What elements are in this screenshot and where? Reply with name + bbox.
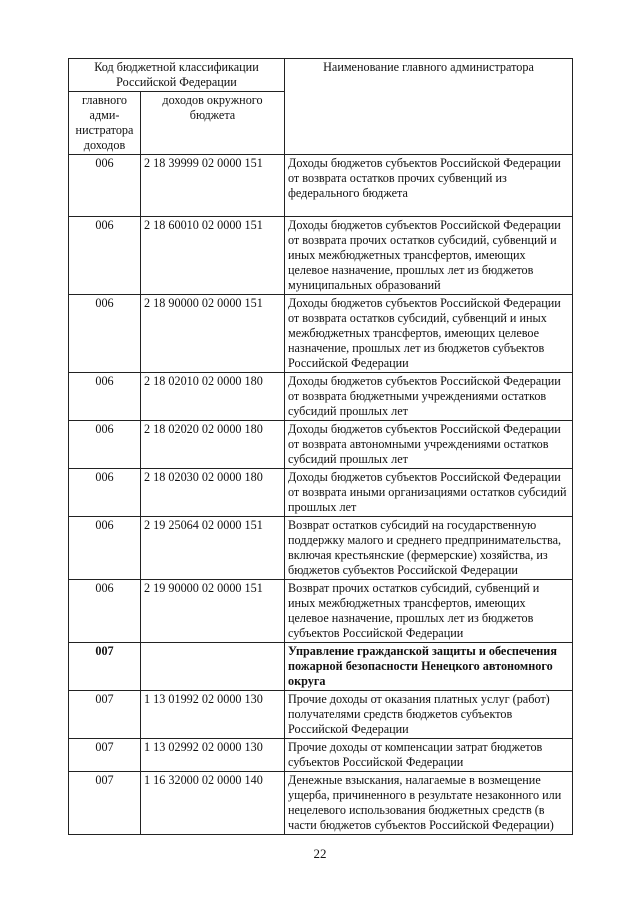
admin-code-cell: 006 bbox=[69, 517, 141, 580]
table-row bbox=[69, 739, 573, 772]
table-row bbox=[69, 691, 573, 739]
table-row-section-header bbox=[69, 643, 573, 691]
budget-code-cell: 2 18 02030 02 0000 180 bbox=[141, 469, 285, 517]
administrator-name-cell: Доходы бюджетов субъектов Российской Федерации от возврата автономными учреждениями остатков субсидий прошлых лет bbox=[285, 421, 573, 469]
administrator-name-cell: Доходы бюджетов субъектов Российской Федерации от возврата бюджетными учреждениями остатков субсидий прошлых лет bbox=[285, 373, 573, 421]
administrator-name-cell: Прочие доходы от оказания платных услуг (работ) получателями средств бюджетов субъектов Российской Федерации bbox=[285, 691, 573, 739]
budget-code-cell: 1 13 01992 02 0000 130 bbox=[141, 691, 285, 739]
administrator-name-cell: Доходы бюджетов субъектов Российской Федерации от возврата иными организациями остатков субсидий прошлых лет bbox=[285, 469, 573, 517]
admin-code-cell: 006 bbox=[69, 580, 141, 643]
admin-code-cell: 006 bbox=[69, 373, 141, 421]
admin-code-cell: 007 bbox=[69, 739, 141, 772]
header-classification-code: Код бюджетной классификации Российской Федерации bbox=[69, 59, 285, 92]
table-row bbox=[69, 421, 573, 469]
table-row bbox=[69, 772, 573, 835]
budget-code-cell bbox=[141, 643, 285, 691]
table-row bbox=[69, 580, 573, 643]
budget-code-cell: 1 13 02992 02 0000 130 bbox=[141, 739, 285, 772]
budget-classification-table bbox=[68, 58, 573, 835]
admin-code-cell: 006 bbox=[69, 295, 141, 373]
administrator-name-cell: Возврат остатков субсидий на государственную поддержку малого и среднего предпринимательства, включая крестьянские (фермерские) хозяйства, из бюджетов субъектов Российской Федерации bbox=[285, 517, 573, 580]
budget-code-cell: 2 19 90000 02 0000 151 bbox=[141, 580, 285, 643]
admin-code-cell: 007 bbox=[69, 691, 141, 739]
table-row bbox=[69, 217, 573, 295]
page-number: 22 bbox=[313, 846, 327, 861]
table-body bbox=[69, 155, 573, 835]
administrator-name-cell: Денежные взыскания, налагаемые в возмещение ущерба, причиненного в результате незаконного или нецелевого использования бюджетных средств (в части бюджетов субъектов Российской Федерации) bbox=[285, 772, 573, 835]
admin-code-cell: 007 bbox=[69, 772, 141, 835]
table-row bbox=[69, 373, 573, 421]
admin-code-cell: 006 bbox=[69, 217, 141, 295]
budget-code-cell: 2 18 02010 02 0000 180 bbox=[141, 373, 285, 421]
budget-code-cell: 2 19 25064 02 0000 151 bbox=[141, 517, 285, 580]
table-row bbox=[69, 155, 573, 217]
admin-code-cell: 006 bbox=[69, 469, 141, 517]
administrator-name-cell: Управление гражданской защиты и обеспечения пожарной безопасности Ненецкого автономного округа bbox=[285, 643, 573, 691]
table-row bbox=[69, 295, 573, 373]
budget-code-cell: 2 18 90000 02 0000 151 bbox=[141, 295, 285, 373]
header-administrator-name: Наименование главного администратора bbox=[285, 59, 573, 155]
admin-code-cell: 007 bbox=[69, 643, 141, 691]
administrator-name-cell: Доходы бюджетов субъектов Российской Федерации от возврата остатков субсидий, субвенций и иных межбюджетных трансфертов, имеющих целевое назначение, прошлых лет из бюджетов субъектов Российской Федерации bbox=[285, 295, 573, 373]
admin-code-cell: 006 bbox=[69, 155, 141, 217]
administrator-name-cell: Возврат прочих остатков субсидий, субвенций и иных межбюджетных трансфертов, имеющих целевое назначение, прошлых лет из бюджетов субъектов Российской Федерации bbox=[285, 580, 573, 643]
administrator-name-cell: Доходы бюджетов субъектов Российской Федерации от возврата остатков прочих субвенций из федерального бюджета bbox=[285, 155, 573, 217]
administrator-name-cell: Прочие доходы от компенсации затрат бюджетов субъектов Российской Федерации bbox=[285, 739, 573, 772]
admin-code-cell: 006 bbox=[69, 421, 141, 469]
header-main-administrator: главного адми-нистратора доходов bbox=[69, 92, 141, 155]
administrator-name-cell: Доходы бюджетов субъектов Российской Федерации от возврата прочих остатков субсидий, субвенций и иных межбюджетных трансфертов, имеющих целевое назначение, прошлых лет из бюджетов муниципальных образований bbox=[285, 217, 573, 295]
budget-code-cell: 2 18 60010 02 0000 151 bbox=[141, 217, 285, 295]
table-row bbox=[69, 517, 573, 580]
budget-code-cell: 1 16 32000 02 0000 140 bbox=[141, 772, 285, 835]
budget-code-cell: 2 18 39999 02 0000 151 bbox=[141, 155, 285, 217]
budget-code-cell: 2 18 02020 02 0000 180 bbox=[141, 421, 285, 469]
table-row bbox=[69, 469, 573, 517]
header-district-budget-income: доходов окружного бюджета bbox=[141, 92, 285, 155]
